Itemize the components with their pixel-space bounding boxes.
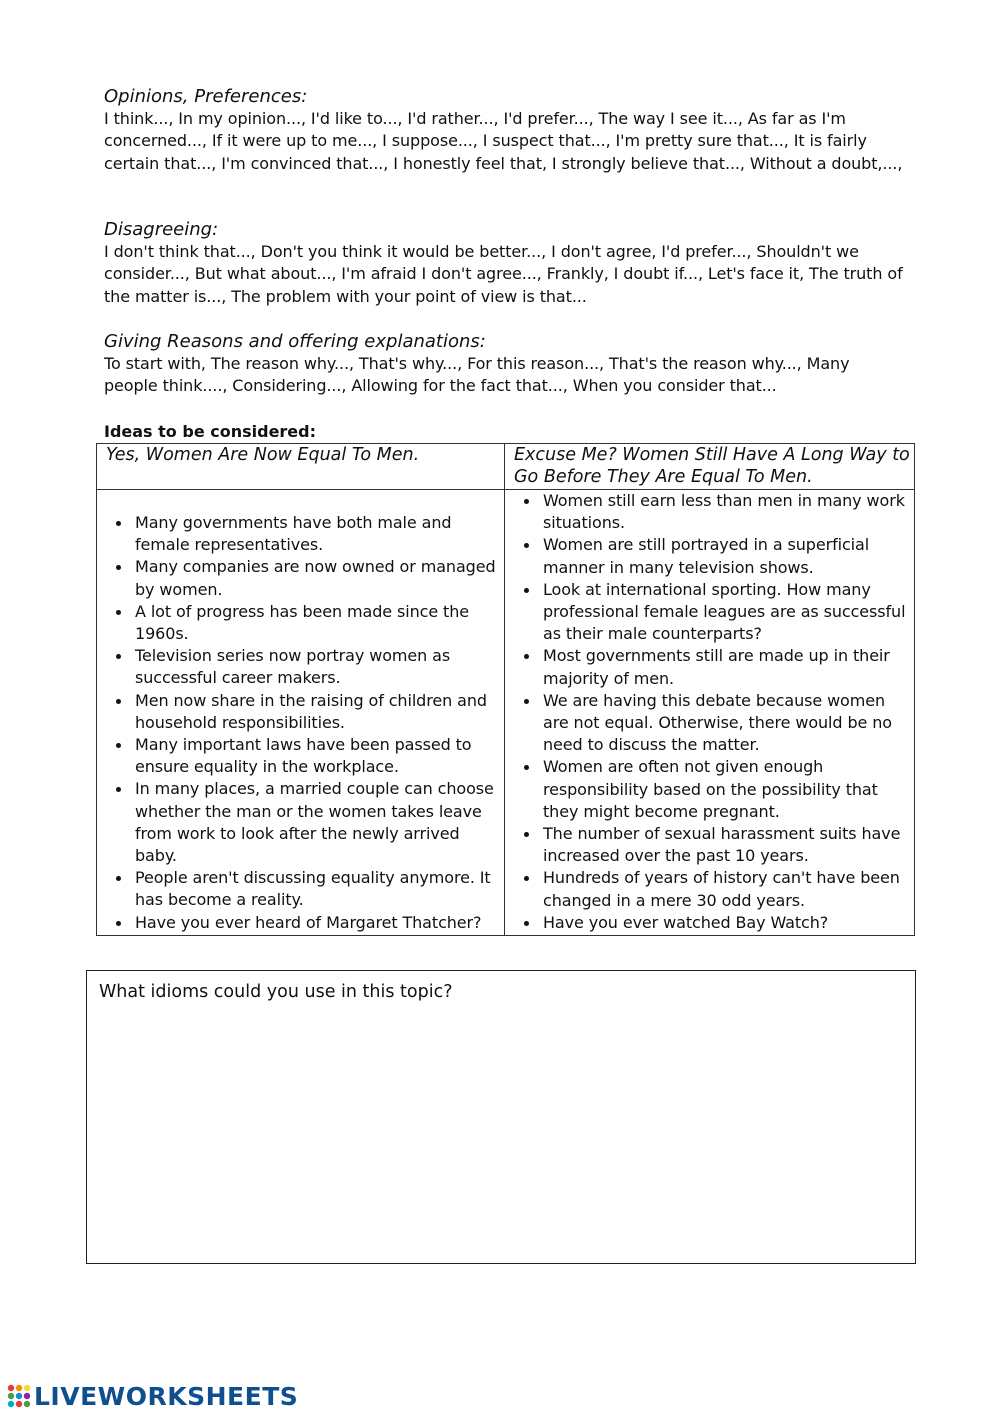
bullet-icon xyxy=(524,499,529,504)
logo-text: LIVEWORKSHEETS xyxy=(34,1381,299,1411)
list-item xyxy=(107,867,500,911)
section-reasons xyxy=(104,331,904,398)
section-body: To start with, The reason why..., That's why..., For this reason..., That's the reason why..., Many people think...., Considering..., Allowing for the fact that..., When you consider that... xyxy=(104,354,850,396)
list-item-text: In many places, a married couple can choose whether the man or the women takes leave from work to look after the newly arrived baby. xyxy=(135,779,494,866)
bullet-icon xyxy=(524,876,529,881)
ideas-header-row xyxy=(97,444,915,490)
bullet-icon xyxy=(116,743,121,748)
section-body: I think..., In my opinion..., I'd like to..., I'd rather..., I'd prefer..., The way I see it..., As far as I'm concerned..., If it were up to me..., I suppose..., I suspect that..., I'm pretty sure that..., It is fairly certain that..., I'm convinced that..., I honestly feel that, I strongly believe that..., Without a doubt,..., xyxy=(104,109,903,173)
bullet-icon xyxy=(116,787,121,792)
list-item-text: Have you ever watched Bay Watch? xyxy=(543,912,829,932)
bullet-icon xyxy=(524,588,529,593)
bullet-icon xyxy=(116,610,121,615)
list-item xyxy=(107,512,500,556)
section-title: Opinions, Preferences: xyxy=(104,86,308,107)
ideas-label: Ideas to be considered: xyxy=(104,422,317,441)
bullet-icon xyxy=(524,765,529,770)
right-points-list xyxy=(515,490,910,934)
bullet-icon xyxy=(116,521,121,526)
bullet-icon xyxy=(116,654,121,659)
liveworksheets-logo-icon xyxy=(6,1383,32,1409)
list-item xyxy=(107,734,500,778)
right-column-header: Excuse Me? Women Still Have A Long Way to Go Before They Are Equal To Men. xyxy=(505,444,915,490)
list-item xyxy=(515,823,910,867)
section-title: Giving Reasons and offering explanations: xyxy=(104,331,486,352)
list-item xyxy=(515,534,910,578)
list-item-text: A lot of progress has been made since the 1960s. xyxy=(135,601,470,644)
list-item-text: Hundreds of years of history can't have been changed in a mere 30 odd years. xyxy=(543,868,900,910)
list-item-text: We are having this debate because women are not equal. Otherwise, there would be no need to discuss the matter. xyxy=(543,690,892,755)
list-item-text: Women still earn less than men in many work situations. xyxy=(543,491,905,533)
list-item-text: Look at international sporting. How many professional female leagues are as successful as their male counterparts? xyxy=(543,579,906,644)
list-item xyxy=(107,778,500,867)
section-opinions xyxy=(104,86,904,175)
list-item-text: People aren't discussing equality anymore. It has become a reality. xyxy=(135,868,491,910)
bullet-icon xyxy=(524,654,529,659)
idioms-question: What idioms could you use in this topic? xyxy=(99,982,453,1002)
list-item-text: Many companies are now owned or managed by women. xyxy=(135,557,496,599)
list-item xyxy=(107,690,500,734)
list-item-text: Many important laws have been passed to ensure equality in the workplace. xyxy=(135,735,472,777)
list-item-text: Television series now portray women as successful career makers. xyxy=(135,646,451,688)
left-points-list xyxy=(107,512,500,934)
list-item xyxy=(107,645,500,689)
list-item xyxy=(515,579,910,646)
list-item xyxy=(515,490,910,534)
bullet-icon xyxy=(524,921,529,926)
idioms-answer-box[interactable] xyxy=(86,970,916,1264)
list-item-text: Women are still portrayed in a superficial manner in many television shows. xyxy=(543,535,870,577)
bullet-icon xyxy=(524,699,529,704)
list-item-text: Women are often not given enough responsibility based on the possibility that they might become pregnant. xyxy=(543,757,878,821)
list-item-text: Men now share in the raising of children and household responsibilities. xyxy=(135,690,487,732)
bullet-icon xyxy=(524,832,529,837)
list-item-text: The number of sexual harassment suits have increased over the past 10 years. xyxy=(543,824,901,866)
bullet-icon xyxy=(116,876,121,881)
liveworksheets-logo[interactable] xyxy=(6,1381,298,1411)
ideas-body-row xyxy=(97,490,915,936)
list-item xyxy=(107,556,500,600)
list-item xyxy=(515,912,910,934)
section-disagreeing xyxy=(104,219,904,308)
left-column-header: Yes, Women Are Now Equal To Men. xyxy=(97,444,505,490)
left-column xyxy=(97,490,505,936)
list-item xyxy=(515,867,910,911)
list-item-text: Have you ever heard of Margaret Thatcher? xyxy=(135,912,482,932)
list-item xyxy=(515,690,910,757)
right-column xyxy=(505,490,915,936)
list-item xyxy=(107,601,500,645)
list-item xyxy=(515,645,910,689)
list-item-text: Most governments still are made up in their majority of men. xyxy=(543,646,890,688)
bullet-icon xyxy=(116,565,121,570)
list-item xyxy=(107,912,500,934)
list-item xyxy=(515,756,910,823)
bullet-icon xyxy=(524,543,529,548)
bullet-icon xyxy=(116,699,121,704)
section-body: I don't think that..., Don't you think it would be better..., I don't agree, I'd prefer..., Shouldn't we consider..., But what about..., I'm afraid I don't agree..., Frankly, I doubt if..., Let's face it, The truth of the matter is..., The problem with your point of view is that... xyxy=(104,242,903,306)
bullet-icon xyxy=(116,921,121,926)
section-title: Disagreeing: xyxy=(104,219,219,240)
list-item-text: Many governments have both male and female representatives. xyxy=(135,513,452,555)
ideas-table xyxy=(96,443,915,936)
